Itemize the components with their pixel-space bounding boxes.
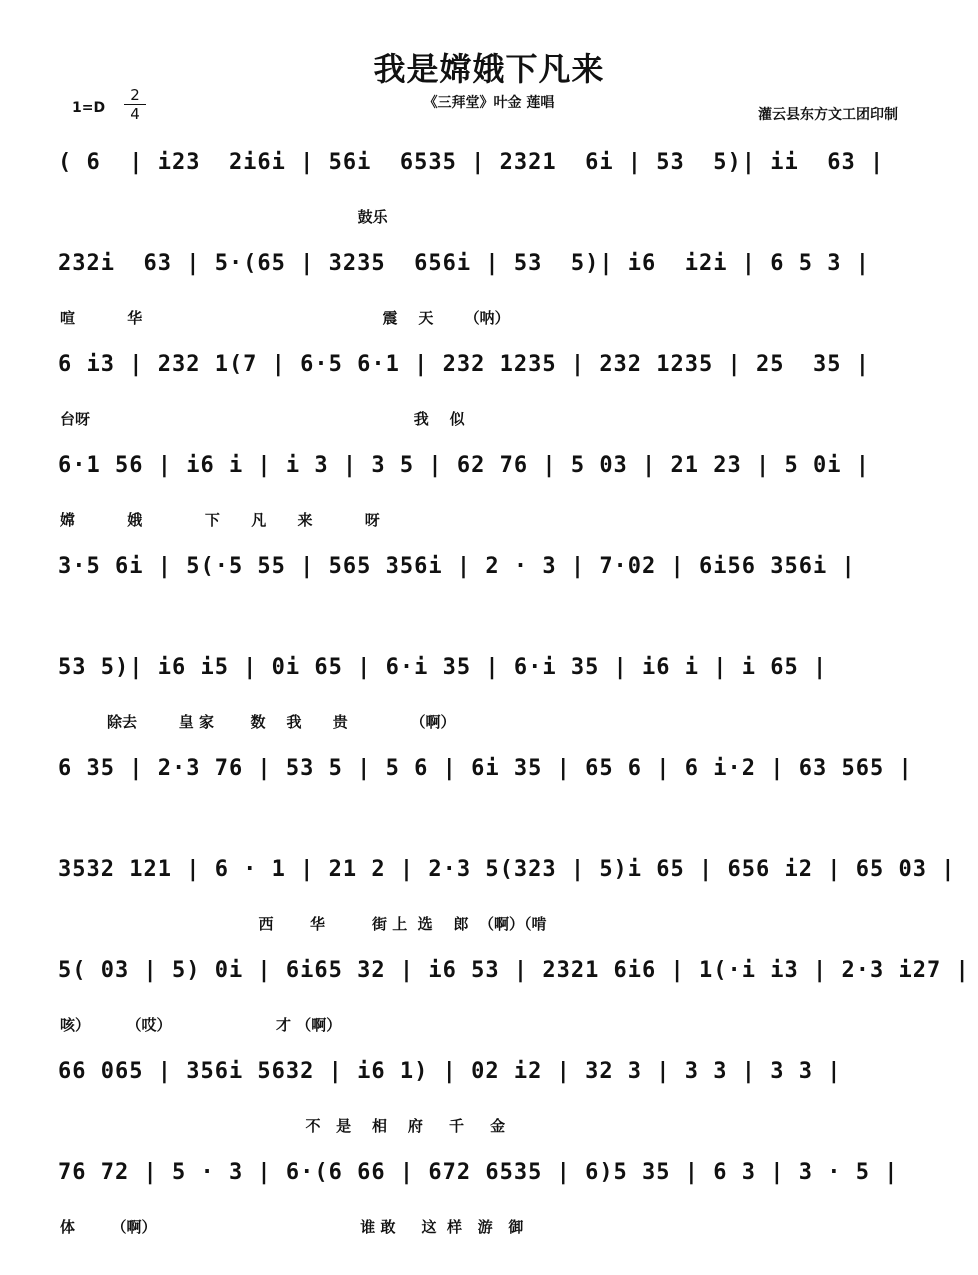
- row-lyrics: 喧 华 震 天 （呐）: [60, 309, 510, 327]
- row-notes: 3·5 6i | 5(·5 55 | 565 356i | 2 · 3 | 7·02 | 6i56 356i |: [58, 554, 856, 579]
- row-lyrics: 台呀 我 似: [60, 410, 465, 428]
- publisher: 灌云县东方文工团印制: [758, 107, 898, 123]
- row-lyrics: 咳） （哎） 才 （啊）: [60, 1016, 342, 1034]
- row-notes: 6 35 | 2·3 76 | 53 5 | 5 6 | 6i 35 | 65 6 | 6 i·2 | 63 565 |: [58, 756, 913, 781]
- row-notes: 5( 03 | 5) 0i | 6i65 32 | i6 53 | 2321 6i6 | 1(·i i3 | 2·3 i27 |: [58, 958, 970, 983]
- row-lyrics: 不 是 相 府 千 金: [60, 1117, 506, 1135]
- row-notes: 66 065 | 356i 5632 | i6 1) | 02 i2 | 32 3 | 3 3 | 3 3 |: [58, 1059, 842, 1084]
- row-notes: ( 6 | i23 2i6i | 56i 6535 | 2321 6i | 53 5)| ii 63 |: [58, 150, 885, 175]
- row-lyrics: 体 （啊） 谁 敢 这 样 游 御: [60, 1218, 524, 1236]
- time-signature-top: 2: [124, 86, 146, 105]
- row-notes: 232i 63 | 5·(65 | 3235 656i | 53 5)| i6 i2i | 6 5 3 |: [58, 251, 870, 276]
- row-lyrics: 鼓乐: [60, 208, 388, 226]
- row-lyrics: 嫦 娥 下 凡 来 呀: [60, 511, 380, 529]
- row-lyrics: 西 华 街 上 选 郎 （啊）（啃: [60, 915, 547, 933]
- row-notes: 6 i3 | 232 1(7 | 6·5 6·1 | 232 1235 | 232 1235 | 25 35 |: [58, 352, 870, 377]
- row-notes: 3532 121 | 6 · 1 | 21 2 | 2·3 5(323 | 5)i 65 | 656 i2 | 65 03 |: [58, 857, 956, 882]
- song-title: 我是嫦娥下凡来: [373, 50, 605, 88]
- subtitle: 《三拜堂》叶金 莲唱: [423, 95, 555, 111]
- row-lyrics: 除去 皇 家 数 我 贵 （啊）: [60, 713, 456, 731]
- row-notes: 76 72 | 5 · 3 | 6·(6 66 | 672 6535 | 6)5 35 | 6 3 | 3 · 5 |: [58, 1160, 899, 1185]
- time-signature: [124, 86, 146, 123]
- key-signature: 1=D: [72, 100, 106, 116]
- row-notes: 53 5)| i6 i5 | 0i 65 | 6·i 35 | 6·i 35 | i6 i | i 65 |: [58, 655, 828, 680]
- time-signature-bottom: 4: [130, 105, 140, 123]
- row-notes: 6·1 56 | i6 i | i 3 | 3 5 | 62 76 | 5 03 | 21 23 | 5 0i |: [58, 453, 870, 478]
